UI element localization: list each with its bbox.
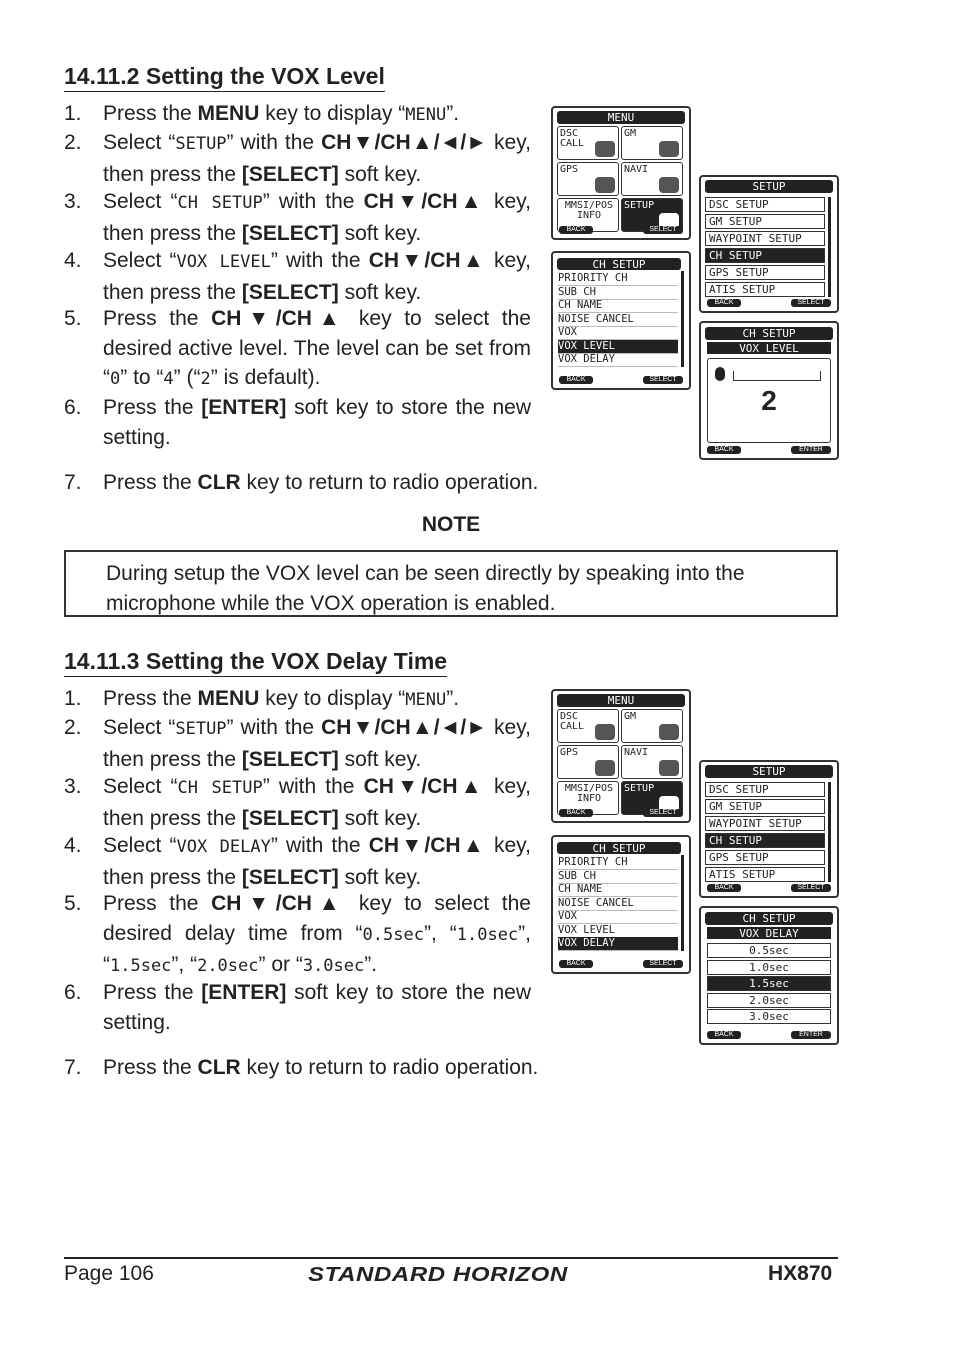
step-text [103,187,531,248]
key-name: [SELECT] [241,280,339,304]
vox-level-screen-title: CH SETUP [705,327,833,340]
step-fragment: Select “ [103,775,178,798]
scrollbar [828,197,831,297]
key-name: [ENTER] [201,396,287,419]
vox-delay-screen [699,906,839,1045]
back-softkey[interactable]: BACK [707,446,741,454]
key-name: [SELECT] [241,865,339,889]
select-softkey[interactable]: SELECT [791,299,831,307]
step-fragment: key to return to radio operation. [240,1056,539,1079]
step-fragment: soft key to store the new setting. [103,981,531,1034]
display-text: MENU [405,105,447,125]
ch-setup-item[interactable]: PRIORITY CH [558,272,678,286]
step-fragment: ” (“ [173,366,201,389]
satellite-icon [595,760,615,776]
step-fragment: Press the [103,102,198,125]
display-text: 0 [110,369,121,389]
step-fragment: Press the [103,471,198,494]
step-text [103,99,459,131]
key-name: CH▼/CH▲/◄/► [321,716,488,739]
vox-level-screen [699,321,839,460]
step-number: 4. [64,249,82,272]
setup-menu-item[interactable]: GM SETUP [705,214,825,229]
step-number: 5. [64,307,82,330]
step-fragment: Select “ [103,249,177,272]
setup-screen-title: SETUP [705,180,833,193]
step-fragment: Press the [103,687,198,710]
ch-setup-item[interactable]: NOISE CANCEL [558,897,678,911]
step-text [103,713,531,774]
model-name: HX870 [768,1262,833,1285]
step-fragment: Select “ [103,716,176,739]
step-fragment: ”. [446,102,460,125]
key-name: CH▼/CH▲ [211,307,347,330]
people-icon [659,724,679,740]
vox-delay-option[interactable]: 3.0sec [707,1009,831,1024]
step-fragment: key, then press the [103,190,531,245]
key-name: CH▼/CH▲ [368,834,486,857]
setup-menu-item[interactable]: WAYPOINT SETUP [705,231,825,246]
ch-setup-item[interactable]: VOX [558,910,678,924]
key-name: [ENTER] [201,981,287,1004]
vox-level-frame [707,358,831,443]
step-fragment: ”. [446,687,460,710]
back-softkey[interactable]: BACK [559,226,593,234]
ch-setup-screen-title: CH SETUP [557,258,681,270]
step-fragment: ”. [364,953,378,976]
key-name: [SELECT] [241,162,339,186]
menu-tile[interactable] [557,162,619,196]
step-fragment: Press the [103,307,212,330]
vox-delay-subtitle: VOX DELAY [707,927,831,939]
step-text [103,1053,538,1083]
ch-setup-item[interactable]: CH NAME [558,299,678,313]
vox-delay-screen-title: CH SETUP [705,912,833,925]
page-number: Page 106 [64,1262,154,1285]
menu-tile-label: SETUP [624,200,655,211]
scrollbar [828,782,831,882]
key-name: [SELECT] [241,221,339,245]
navi-icon [659,760,679,776]
step-text [103,393,531,452]
note-text: During setup the VOX level can be seen directly by speaking into the microphone while the VOX operation is enabled. [106,562,745,615]
setup-screen-title: SETUP [705,765,833,778]
step-fragment: ” or “ [258,953,303,976]
section-heading-vox-level: 14.11.2 Setting the VOX Level [64,63,385,92]
display-text: 0.5sec [362,924,424,945]
step-fragment: soft key. [338,806,422,830]
step-fragment: key to display “ [259,687,406,710]
vox-delay-option[interactable]: 2.0sec [707,993,831,1008]
section-heading-vox-delay: 14.11.3 Setting the VOX Delay Time [64,648,447,677]
step-fragment: soft key. [338,280,422,304]
key-name: CLR [197,1056,241,1079]
menu-tile-label: NAVI [624,747,649,758]
back-softkey[interactable]: BACK [559,376,593,384]
back-softkey[interactable]: BACK [559,809,593,817]
display-text: 2.0sec [197,956,259,976]
menu-tile[interactable] [557,709,619,743]
step-number: 6. [64,396,82,419]
setup-menu-item[interactable]: GPS SETUP [705,850,825,865]
step-fragment: ” with the [270,249,369,272]
menu-tile[interactable] [621,162,683,196]
step-fragment: Press the [103,892,212,915]
setup-menu-item[interactable]: WAYPOINT SETUP [705,816,825,831]
step-fragment: ”, “ [103,921,531,976]
setup-menu-item[interactable]: CH SETUP [705,248,825,263]
setup-menu-item[interactable]: DSC SETUP [705,782,825,797]
ch-setup-item[interactable]: VOX LEVEL [558,924,678,938]
menu-tile[interactable] [621,126,683,160]
menu-screen-title: MENU [557,111,685,124]
display-text: 2 [200,369,211,389]
step-text [103,978,531,1037]
display-text: MENU [405,690,447,710]
menu-tile-label: GPS [560,747,579,758]
vox-delay-option[interactable]: 0.5sec [707,943,831,958]
display-text: VOX LEVEL [176,252,271,272]
enter-softkey[interactable]: ENTER [791,1031,831,1039]
menu-screen [551,106,691,240]
step-fragment: ” with the [270,834,369,857]
step-number: 4. [64,834,82,857]
menu-screen-title: MENU [557,694,685,707]
step-number: 2. [64,131,82,154]
step-fragment: ”, “ [423,921,457,945]
step-text [103,772,531,833]
key-name: MENU [197,102,260,125]
step-fragment: ” with the [262,190,364,213]
ch-setup-item[interactable]: VOX DELAY [558,937,678,951]
ch-setup-item[interactable]: VOX LEVEL [558,340,678,354]
key-name: [SELECT] [241,747,339,771]
step-fragment: soft key. [338,221,422,245]
step-text [103,304,531,395]
ch-setup-screen-title: CH SETUP [557,842,681,854]
display-text: 4 [163,369,174,389]
step-fragment: ” with the [226,716,322,739]
setup-menu-item[interactable]: ATIS SETUP [705,282,825,297]
back-softkey[interactable]: BACK [707,1031,741,1039]
step-number: 1. [64,687,82,710]
footer-rule [64,1257,838,1259]
setup-menu-item[interactable]: ATIS SETUP [705,867,825,882]
step-fragment: soft key. [338,865,422,889]
step-fragment: soft key. [338,162,422,186]
step-fragment: key to select the desired delay time from “ [103,892,531,945]
step-fragment: ” to “ [120,366,164,389]
note-title: NOTE [421,513,481,536]
step-number: 7. [64,1056,82,1079]
select-softkey[interactable]: SELECT [791,884,831,892]
vox-level-value: 2 [761,385,777,416]
step-fragment: key, then press the [103,834,531,889]
step-fragment: Press the [103,396,202,419]
step-fragment: ”, “ [171,953,198,976]
scrollbar [681,855,684,951]
step-fragment: soft key to store the new setting. [103,396,531,449]
step-text [103,889,531,982]
enter-softkey[interactable]: ENTER [791,446,831,454]
select-softkey[interactable]: SELECT [643,376,683,384]
key-name: CH▼/CH▲/◄/► [321,131,488,154]
ch-setup-item[interactable]: SUB CH [558,286,678,300]
vox-level-subtitle: VOX LEVEL [707,342,831,354]
step-text [103,831,531,892]
menu-tile-label: MMSI/POS INFO [564,200,614,221]
menu-tile-label: GPS [560,164,579,175]
menu-tile-label: GM [624,711,637,722]
step-fragment: key, then press the [103,716,531,771]
ch-setup-screen [551,251,691,390]
step-fragment: key to display “ [259,102,406,125]
ch-setup-item[interactable]: SUB CH [558,870,678,884]
display-text: VOX DELAY [176,837,271,857]
setup-screen [699,175,839,313]
key-name: CH▼/CH▲ [363,190,485,213]
ch-setup-item[interactable]: VOX DELAY [558,353,678,367]
menu-tile-label: MMSI/POS INFO [564,783,614,804]
setup-menu-item[interactable]: DSC SETUP [705,197,825,212]
display-text: 3.0sec [302,956,365,976]
setup-menu-item[interactable]: GPS SETUP [705,265,825,280]
vox-delay-option[interactable]: 1.5sec [707,976,831,991]
step-fragment: key, then press the [103,131,531,186]
scrollbar [681,271,684,367]
menu-tile-label: SETUP [624,783,655,794]
back-softkey[interactable]: BACK [707,884,741,892]
key-name: CH▼/CH▲ [368,249,486,272]
display-text: CH SETUP [177,778,263,798]
menu-tile-label: NAVI [624,164,649,175]
menu-tile[interactable] [557,745,619,779]
display-text: 1.5sec [110,956,172,976]
menu-tile-label: DSC CALL [560,128,585,149]
step-fragment: key to select the desired active level. The level can be set from “ [103,307,531,389]
setup-screen [699,760,839,898]
step-fragment: key, then press the [103,249,531,304]
back-softkey[interactable]: BACK [707,299,741,307]
menu-tile-label: DSC CALL [560,711,585,732]
display-text: SETUP [175,719,227,739]
ch-setup-item[interactable]: VOX [558,326,678,340]
menu-screen [551,689,691,823]
step-fragment: Select “ [103,131,176,154]
ch-setup-screen [551,835,691,974]
display-text: 1.0sec [456,924,519,945]
brand-logo: STANDARD HORIZON [308,1264,568,1286]
step-number: 2. [64,716,82,739]
key-name: CH▼/CH▲ [211,892,347,915]
people-icon [659,141,679,157]
step-fragment: ” with the [262,775,364,798]
back-softkey[interactable]: BACK [559,960,593,968]
satellite-icon [595,177,615,193]
step-number: 5. [64,892,82,915]
step-number: 3. [64,775,82,798]
step-text [103,684,459,716]
menu-tile[interactable] [621,745,683,779]
step-text [103,468,538,498]
step-fragment: ” is default). [210,366,321,389]
step-text [103,246,531,307]
ch-setup-item[interactable]: PRIORITY CH [558,856,678,870]
step-fragment: ” with the [226,131,322,154]
step-fragment: key to return to radio operation. [240,471,539,494]
ch-setup-item[interactable]: CH NAME [558,883,678,897]
step-fragment: Select “ [103,834,177,857]
navi-icon [659,177,679,193]
step-text [103,128,531,189]
setup-menu-item[interactable]: CH SETUP [705,833,825,848]
step-number: 7. [64,471,82,494]
menu-tile[interactable] [621,709,683,743]
display-text: SETUP [175,134,227,154]
key-name: [SELECT] [241,806,339,830]
step-fragment: Select “ [103,190,178,213]
step-fragment: Press the [103,1056,198,1079]
step-fragment: Press the [103,981,202,1004]
step-number: 6. [64,981,82,1004]
ch-setup-item[interactable]: NOISE CANCEL [558,313,678,327]
setup-menu-item[interactable]: GM SETUP [705,799,825,814]
menu-tile[interactable] [557,126,619,160]
note-box [64,550,838,617]
select-softkey[interactable]: SELECT [643,960,683,968]
step-fragment: soft key. [338,747,422,771]
display-text: CH SETUP [177,193,263,213]
step-fragment: key, then press the [103,775,531,830]
step-number: 1. [64,102,82,125]
key-name: CLR [197,471,241,494]
select-softkey[interactable]: SELECT [643,809,683,817]
key-name: CH▼/CH▲ [363,775,485,798]
vox-delay-option[interactable]: 1.0sec [707,960,831,975]
select-softkey[interactable]: SELECT [643,226,683,234]
phone-icon [595,141,615,157]
menu-tile-label: GM [624,128,637,139]
phone-icon [595,724,615,740]
key-name: MENU [197,687,260,710]
step-number: 3. [64,190,82,213]
